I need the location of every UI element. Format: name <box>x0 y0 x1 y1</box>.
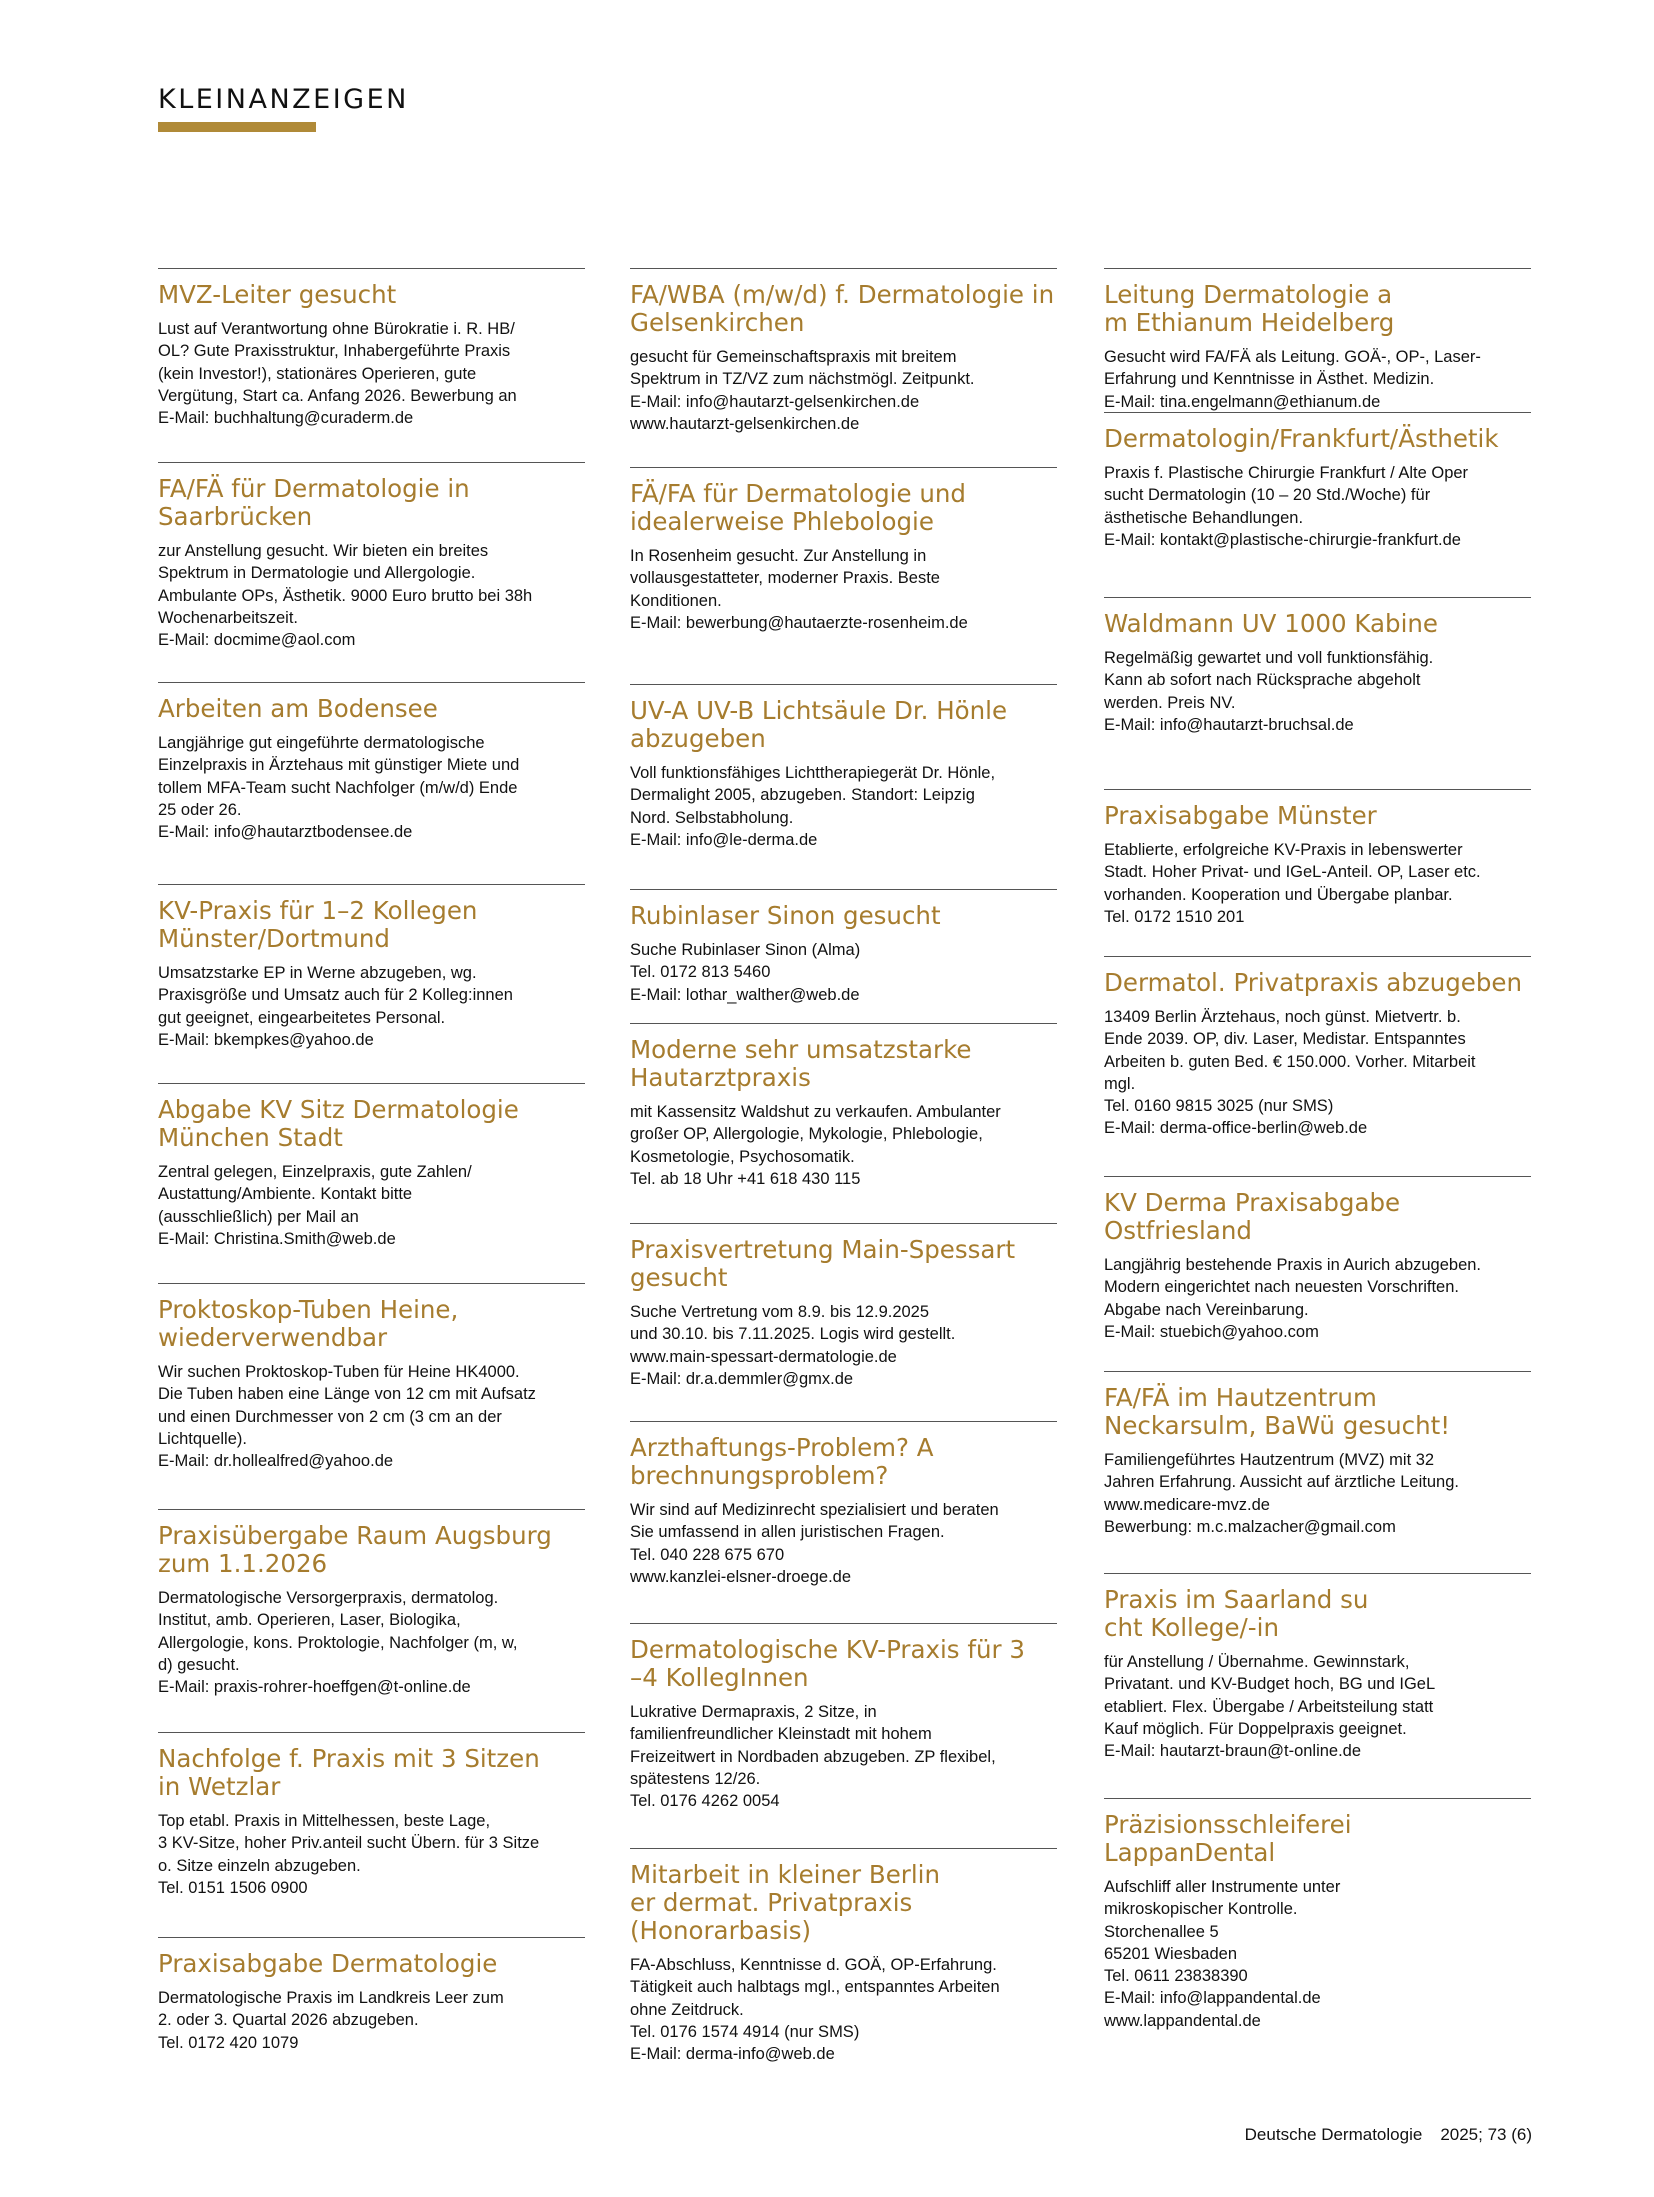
classified-ad <box>630 1421 1057 1588</box>
ad-text-line[interactable]: E-Mail: praxis-rohrer-hoeffgen@t-online.de <box>158 1678 471 1697</box>
ad-title: Leitung Dermatologie a m Ethianum Heidelberg <box>1104 280 1395 337</box>
ad-text-line: 3 KV-Sitze, hoher Priv.anteil sucht Übern. für 3 Sitze <box>158 1834 540 1853</box>
ad-text-line: zur Anstellung gesucht. Wir bieten ein breites <box>158 542 489 560</box>
ad-text-line: Tel. ab 18 Uhr +41 618 430 115 <box>630 1169 861 1188</box>
ad-text-line: Aufschliff aller Instrumente unter <box>1104 1878 1341 1896</box>
classified-ad <box>1104 1798 1531 2032</box>
ad-text-line: Gesucht wird FA/FÄ als Leitung. GOÄ-, OP-, Laser- <box>1104 348 1481 366</box>
classified-ad <box>1104 1573 1531 1762</box>
classified-ad <box>1104 597 1531 736</box>
classified-ad <box>158 884 585 1051</box>
ad-text-line: Abgabe nach Vereinbarung. <box>1104 1300 1309 1319</box>
ad-text-line: spätestens 12/26. <box>630 1769 761 1788</box>
classified-ad <box>158 1283 585 1472</box>
ad-text-line: Arbeiten b. guten Bed. € 150.000. Vorher. Mitarbeit <box>1104 1052 1476 1071</box>
classified-ad <box>158 1732 585 1899</box>
ad-text-line: 25 oder 26. <box>158 800 242 819</box>
ad-text-line: Praxis f. Plastische Chirurgie Frankfurt / Alte Oper <box>1104 464 1469 482</box>
ad-text-line: Tel. 0172 813 5460 <box>630 963 771 982</box>
ad-text-line: Lichtquelle). <box>158 1429 247 1448</box>
ad-text-line: Einzelpraxis in Ärztehaus mit günstiger Miete und <box>158 756 520 775</box>
ad-title: Dermatologin/Frankfurt/Ästhetik <box>1104 424 1499 453</box>
ad-text-line[interactable]: Bewerbung: m.c.malzacher@gmail.com <box>1104 1517 1396 1536</box>
ad-text-line: Dermatologische Praxis im Landkreis Leer zum <box>158 1989 504 2007</box>
ad-text-line: Stadt. Hoher Privat- und IGeL-Anteil. OP, Laser etc. <box>1104 863 1481 882</box>
ad-title: Arbeiten am Bodensee <box>158 694 438 723</box>
ad-text-line: etabliert. Flex. Übergabe / Arbeitsteilung statt <box>1104 1697 1434 1716</box>
ad-text-line: Lust auf Verantwortung ohne Bürokratie i. R. HB/ <box>158 320 515 338</box>
ad-text-line: Kosmetologie, Psychosomatik. <box>630 1147 855 1166</box>
ad-title: Waldmann UV 1000 Kabine <box>1104 609 1438 638</box>
classified-ad <box>1104 789 1531 928</box>
classified-ad <box>158 1509 585 1698</box>
classified-ad <box>1104 1371 1531 1538</box>
ad-text-line: Ende 2039. OP, div. Laser, Medistar. Entspanntes <box>1104 1030 1466 1049</box>
ad-text-line[interactable]: www.kanzlei-elsner-droege.de <box>630 1567 852 1586</box>
ad-text-line: werden. Preis NV. <box>1104 693 1236 712</box>
journal-issue: 2025; 73 (6) <box>1440 2125 1532 2144</box>
ad-text-line[interactable]: E-Mail: derma-office-berlin@web.de <box>1104 1119 1368 1138</box>
ad-text-line: gut geeignet, eingearbeitetes Personal. <box>158 1008 446 1027</box>
ad-text-line: 65201 Wiesbaden <box>1104 1944 1238 1963</box>
ad-text-line: vorhanden. Kooperation und Übergabe planbar. <box>1104 885 1453 904</box>
ad-title: Arzthaftungs-Problem? A brechnungsproblem? <box>630 1433 934 1490</box>
ad-text-line: Spektrum in TZ/VZ zum nächstmögl. Zeitpunkt. <box>630 370 975 389</box>
ad-text-line: Dermatologische Versorgerpraxis, dermatolog. <box>158 1589 499 1607</box>
classified-ad <box>630 1023 1057 1190</box>
ad-text-line: Modern eingerichtet nach neuesten Vorschriften. <box>1104 1278 1459 1297</box>
ad-title: Praxisabgabe Münster <box>1104 801 1377 830</box>
ad-text-line[interactable]: E-Mail: dr.a.demmler@gmx.de <box>630 1369 854 1388</box>
ad-text-line: FA-Abschluss, Kenntnisse d. GOÄ, OP-Erfahrung. <box>630 1956 997 1974</box>
classified-ad <box>630 684 1057 851</box>
ad-text-line[interactable]: E-Mail: tina.engelmann@ethianum.de <box>1104 392 1381 411</box>
ad-text-line[interactable]: E-Mail: info@hautarzt-bruchsal.de <box>1104 715 1354 734</box>
classified-ad <box>1104 1176 1531 1343</box>
ad-text-line: und 30.10. bis 7.11.2025. Logis wird gestellt. <box>630 1325 956 1344</box>
ad-text-line: Konditionen. <box>630 591 722 610</box>
classified-ad <box>1104 956 1531 1140</box>
ad-title: UV-A UV-B Lichtsäule Dr. Hönle abzugeben <box>630 696 1008 753</box>
ad-title: Dermatol. Privatpraxis abzugeben <box>1104 968 1523 997</box>
ad-text-line: Tel. 0611 23838390 <box>1104 1967 1248 1986</box>
ad-title: Moderne sehr umsatzstarke Hautarztpraxis <box>630 1035 972 1092</box>
ad-text-line: mit Kassensitz Waldshut zu verkaufen. Ambulanter <box>630 1103 1001 1121</box>
ad-text-line: sucht Dermatologin (10 – 20 Std./Woche) für <box>1104 486 1431 505</box>
ad-text-line: familienfreundlicher Kleinstadt mit hohem <box>630 1725 932 1744</box>
ad-title: Praxis im Saarland su cht Kollege/-in <box>1104 1585 1369 1642</box>
classified-ad <box>630 467 1057 634</box>
ad-title: KV Derma Praxisabgabe Ostfriesland <box>1104 1188 1401 1245</box>
ad-text-line: Erfahrung und Kenntnisse in Ästhet. Medizin. <box>1104 370 1435 389</box>
ad-text-line[interactable]: E-Mail: stuebich@yahoo.com <box>1104 1322 1319 1341</box>
section-accent-bar <box>158 122 316 132</box>
ad-text-line: großer OP, Allergologie, Mykologie, Phlebologie, <box>630 1125 983 1144</box>
ad-text-line[interactable]: www.hautarzt-gelsenkirchen.de <box>630 414 860 433</box>
ad-title: Dermatologische KV-Praxis für 3 –4 KollegInnen <box>630 1635 1025 1692</box>
classified-ad <box>158 462 585 651</box>
ad-text-line: mgl. <box>1104 1074 1136 1093</box>
classified-ad <box>630 1848 1057 2065</box>
ad-title: FÄ/FA für Dermatologie und idealerweise Phlebologie <box>630 479 966 536</box>
ad-text-line[interactable]: E-Mail: bewerbung@hautaerzte-rosenheim.de <box>630 613 968 632</box>
ad-text-line: Etablierte, erfolgreiche KV-Praxis in lebenswerter <box>1104 841 1463 859</box>
ad-text-line: Voll funktionsfähiges Lichttherapiegerät Dr. Hönle, <box>630 764 996 782</box>
ad-text-line[interactable]: E-Mail: dr.hollealfred@yahoo.de <box>158 1452 394 1471</box>
classified-ad <box>158 1937 585 2054</box>
ad-text-line: Freizeitwert in Nordbaden abzugeben. ZP flexibel, <box>630 1747 996 1766</box>
ad-text-line: Suche Vertretung vom 8.9. bis 12.9.2025 <box>630 1303 930 1321</box>
ad-text-line: In Rosenheim gesucht. Zur Anstellung in <box>630 547 927 565</box>
classified-ad <box>630 1623 1057 1812</box>
ad-text-line: OL? Gute Praxisstruktur, Inhabergeführte Praxis <box>158 342 511 361</box>
ad-text-line: Ambulante OPs, Ästhetik. 9000 Euro brutto bei 38h <box>158 586 533 605</box>
classified-ad <box>630 889 1057 1006</box>
ad-title: Abgabe KV Sitz Dermatologie München Stadt <box>158 1095 519 1152</box>
ad-text-line: Sie umfassend in allen juristischen Fragen. <box>630 1523 945 1542</box>
ad-text-line: Praxisgröße und Umsatz auch für 2 Kolleg:innen <box>158 986 513 1005</box>
ad-text-line: ohne Zeitdruck. <box>630 2000 744 2019</box>
ad-text-line[interactable]: E-Mail: info@hautarzt-gelsenkirchen.de <box>630 392 920 411</box>
ad-text-line: Tel. 0172 420 1079 <box>158 2033 299 2052</box>
ad-text-line: Umsatzstarke EP in Werne abzugeben, wg. <box>158 964 477 982</box>
ad-text-line[interactable]: E-Mail: kontakt@plastische-chirurgie-frankfurt.de <box>1104 530 1461 549</box>
ad-text-line[interactable]: www.main-spessart-dermatologie.de <box>630 1347 897 1366</box>
classified-ad <box>158 682 585 843</box>
ad-title: FA/WBA (m/w/d) f. Dermatologie in Gelsenkirchen <box>630 280 1055 337</box>
ad-text-line: Jahren Erfahrung. Aussicht auf ärztliche Leitung. <box>1104 1473 1459 1492</box>
ad-text-line: Privatant. und KV-Budget hoch, BG und IGeL <box>1104 1675 1436 1694</box>
ad-title: FA/FÄ für Dermatologie in Saarbrücken <box>158 474 470 531</box>
journal-name: Deutsche Dermatologie <box>1244 2125 1423 2144</box>
ad-text-line: für Anstellung / Übernahme. Gewinnstark, <box>1104 1653 1410 1671</box>
ad-title: FA/FÄ im Hautzentrum Neckarsulm, BaWü gesucht! <box>1104 1383 1451 1440</box>
classified-ad <box>1104 268 1531 413</box>
ad-text-line: Spektrum in Dermatologie und Allergologie. <box>158 564 476 583</box>
ad-text-line: und einen Durchmesser von 2 cm (3 cm an der <box>158 1407 502 1426</box>
ad-text-line[interactable]: E-Mail: info@le-derma.de <box>630 830 818 849</box>
ad-text-line: Zentral gelegen, Einzelpraxis, gute Zahlen/ <box>158 1163 472 1181</box>
ad-text-line: Langjährige gut eingeführte dermatologische <box>158 734 485 752</box>
ad-text-line: d) gesucht. <box>158 1655 240 1674</box>
page-footer <box>1245 2125 1532 2145</box>
ad-text-line: 2. oder 3. Quartal 2026 abzugeben. <box>158 2011 419 2030</box>
ad-text-line: Lukrative Dermapraxis, 2 Sitze, in <box>630 1703 877 1721</box>
classified-ad <box>630 268 1057 435</box>
ad-title: Praxisübergabe Raum Augsburg zum 1.1.2026 <box>158 1521 552 1578</box>
ad-text-line: ästhetische Behandlungen. <box>1104 508 1304 527</box>
ad-text-line: Wir suchen Proktoskop-Tuben für Heine HK4000. <box>158 1363 520 1381</box>
ad-title: Proktoskop-Tuben Heine, wiederverwendbar <box>158 1295 459 1352</box>
ad-text-line: Suche Rubinlaser Sinon (Alma) <box>630 941 861 959</box>
ad-text-line: Nord. Selbstabholung. <box>630 808 794 827</box>
ad-title: MVZ-Leiter gesucht <box>158 280 397 309</box>
section-title: KLEINANZEIGEN <box>158 84 409 115</box>
ad-text-line: tollem MFA-Team sucht Nachfolger (m/w/d) Ende <box>158 778 518 797</box>
ad-text-line[interactable]: E-Mail: hautarzt-braun@t-online.de <box>1104 1742 1362 1761</box>
ad-text-line: Langjährig bestehende Praxis in Aurich abzugeben. <box>1104 1256 1482 1274</box>
ad-title: Präzisionsschleiferei LappanDental <box>1104 1810 1352 1867</box>
ad-text-line: Vergütung, Start ca. Anfang 2026. Bewerbung an <box>158 386 517 405</box>
ad-text-line: Tel. 0160 9815 3025 (nur SMS) <box>1104 1097 1334 1116</box>
ad-text-line: Die Tuben haben eine Länge von 12 cm mit Aufsatz <box>158 1385 536 1404</box>
ad-text-line: (ausschließlich) per Mail an <box>158 1207 359 1226</box>
ad-text-line[interactable]: www.medicare-mvz.de <box>1104 1495 1270 1514</box>
ad-text-line: Tel. 0151 1506 0900 <box>158 1878 308 1897</box>
classified-ad <box>158 268 585 429</box>
ad-title: Nachfolge f. Praxis mit 3 Sitzen in Wetzlar <box>158 1744 540 1801</box>
ad-text-line[interactable]: E-Mail: lothar_walther@web.de <box>630 985 860 1004</box>
ad-text-line: Top etabl. Praxis in Mittelhessen, beste Lage, <box>158 1812 491 1830</box>
ad-text-line: mikroskopischer Kontrolle. <box>1104 1900 1298 1919</box>
classified-ad <box>158 1083 585 1250</box>
ad-text-line: Dermalight 2005, abzugeben. Standort: Leipzig <box>630 786 975 805</box>
ad-text-line: 13409 Berlin Ärztehaus, noch günst. Mietvertr. b. <box>1104 1008 1461 1026</box>
ad-text-line[interactable]: E-Mail: info@lappandental.de <box>1104 1989 1321 2008</box>
ad-title: Mitarbeit in kleiner Berlin er dermat. Privatpraxis (Honorarbasis) <box>630 1860 941 1945</box>
ad-title: Praxisvertretung Main-Spessart gesucht <box>630 1235 1016 1292</box>
ad-title: Praxisabgabe Dermatologie <box>158 1949 498 1978</box>
ad-text-line[interactable]: www.lappandental.de <box>1104 2011 1261 2030</box>
ad-text-line: Regelmäßig gewartet und voll funktionsfähig. <box>1104 649 1434 667</box>
ad-text-line: vollausgestatteter, moderner Praxis. Beste <box>630 569 940 588</box>
ad-text-line: Kann ab sofort nach Rücksprache abgeholt <box>1104 671 1421 690</box>
ad-text-line[interactable]: E-Mail: docmime@aol.com <box>158 631 356 650</box>
classified-ad <box>630 1223 1057 1390</box>
ad-text-line: Austattung/Ambiente. Kontakt bitte <box>158 1185 413 1204</box>
classified-ad <box>1104 412 1531 551</box>
ad-text-line[interactable]: E-Mail: info@hautarztbodensee.de <box>158 823 413 842</box>
ad-text-line[interactable]: E-Mail: derma-info@web.de <box>630 2045 835 2064</box>
ad-text-line[interactable]: E-Mail: buchhaltung@curaderm.de <box>158 409 414 428</box>
ad-text-line: Tel. 040 228 675 670 <box>630 1545 785 1564</box>
ad-text-line: Tätigkeit auch halbtags mgl., entspanntes Arbeiten <box>630 1978 1000 1997</box>
ad-text-line: Tel. 0172 1510 201 <box>1104 907 1245 926</box>
ad-text-line: Kauf möglich. Für Doppelpraxis geeignet. <box>1104 1719 1407 1738</box>
ad-title: Rubinlaser Sinon gesucht <box>630 901 941 930</box>
ad-text-line: Tel. 0176 1574 4914 (nur SMS) <box>630 2022 860 2041</box>
ad-text-line: (kein Investor!), stationäres Operieren, gute <box>158 364 477 383</box>
ad-text-line[interactable]: E-Mail: bkempkes@yahoo.de <box>158 1030 374 1049</box>
ad-text-line: Allergologie, kons. Proktologie, Nachfolger (m, w, <box>158 1633 518 1652</box>
ad-title: KV-Praxis für 1–2 Kollegen Münster/Dortmund <box>158 896 478 953</box>
ad-text-line: Wir sind auf Medizinrecht spezialisiert und beraten <box>630 1501 999 1519</box>
ad-text-line: Tel. 0176 4262 0054 <box>630 1792 780 1811</box>
ad-text-line: Storchenallee 5 <box>1104 1922 1219 1941</box>
ad-text-line[interactable]: E-Mail: Christina.Smith@web.de <box>158 1229 396 1248</box>
ad-text-line: gesucht für Gemeinschaftspraxis mit breitem <box>630 348 957 366</box>
ad-text-line: Institut, amb. Operieren, Laser, Biologika, <box>158 1611 461 1630</box>
ad-text-line: Wochenarbeitszeit. <box>158 608 299 627</box>
ad-text-line: o. Sitze einzeln abzugeben. <box>158 1856 361 1875</box>
ad-text-line: Familiengeführtes Hautzentrum (MVZ) mit 32 <box>1104 1451 1435 1469</box>
